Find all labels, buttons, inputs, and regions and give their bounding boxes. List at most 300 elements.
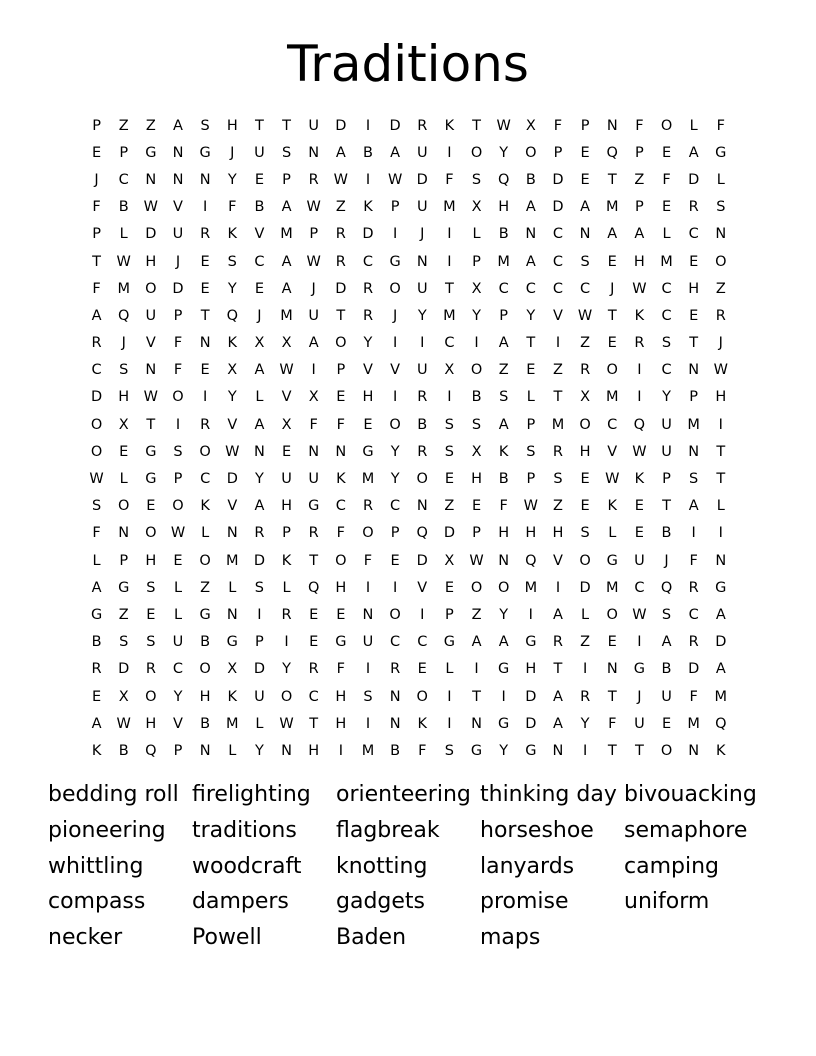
grid-letter: O bbox=[416, 688, 428, 705]
grid-letter: T bbox=[607, 307, 617, 324]
grid-letter: J bbox=[121, 335, 126, 352]
grid-letter: I bbox=[311, 362, 316, 379]
grid-letter: R bbox=[200, 416, 211, 433]
grid-letter: H bbox=[525, 661, 537, 678]
grid-letter: N bbox=[362, 606, 374, 623]
grid-letter: N bbox=[688, 443, 700, 460]
grid-letter: C bbox=[200, 471, 211, 488]
grid-letter: E bbox=[580, 498, 590, 515]
word-list bbox=[48, 777, 768, 956]
grid-letter: T bbox=[607, 742, 617, 759]
grid-letter: I bbox=[365, 715, 371, 732]
word-list-item: knotting bbox=[336, 853, 428, 879]
grid-letter: D bbox=[416, 171, 428, 188]
grid-letter: D bbox=[253, 552, 265, 569]
grid-letter: E bbox=[444, 579, 454, 596]
grid-letter: G bbox=[443, 634, 456, 651]
grid-letter: Z bbox=[118, 117, 129, 134]
grid-letter: H bbox=[335, 688, 347, 705]
grid-letter: U bbox=[281, 471, 292, 488]
grid-letter: F bbox=[689, 552, 698, 569]
grid-letter: P bbox=[445, 606, 454, 623]
grid-letter: I bbox=[447, 389, 452, 406]
grid-letter: D bbox=[226, 471, 238, 488]
grid-letter: S bbox=[173, 443, 183, 460]
grid-letter: H bbox=[308, 742, 320, 759]
grid-letter: A bbox=[525, 199, 536, 216]
grid-letter: S bbox=[119, 362, 129, 379]
grid-letter: W bbox=[632, 606, 647, 623]
grid-letter: B bbox=[498, 471, 509, 488]
grid-letter: O bbox=[90, 443, 103, 460]
grid-letter: T bbox=[689, 335, 699, 352]
grid-letter: O bbox=[579, 552, 591, 569]
grid-letter: Y bbox=[254, 742, 264, 759]
grid-letter: A bbox=[661, 634, 672, 651]
grid-letter: O bbox=[579, 416, 591, 433]
grid-letter: W bbox=[116, 715, 131, 732]
grid-letter: C bbox=[661, 280, 672, 297]
grid-letter: T bbox=[282, 117, 291, 134]
grid-letter: A bbox=[688, 498, 699, 515]
grid-letter: R bbox=[91, 335, 102, 352]
grid-letter: G bbox=[199, 144, 211, 161]
grid-letter: K bbox=[227, 335, 238, 352]
grid-letter: V bbox=[254, 226, 265, 243]
grid-letter: X bbox=[254, 335, 265, 352]
grid-letter: T bbox=[444, 280, 454, 297]
grid-letter: A bbox=[498, 416, 509, 433]
grid-letter: E bbox=[689, 307, 699, 324]
grid-letter: D bbox=[172, 280, 184, 297]
letter-grid bbox=[83, 112, 734, 765]
grid-letter: O bbox=[335, 552, 347, 569]
word-list-item: dampers bbox=[192, 889, 289, 915]
grid-letter: R bbox=[634, 335, 645, 352]
grid-letter: R bbox=[417, 443, 428, 460]
grid-letter: T bbox=[254, 117, 264, 134]
grid-row bbox=[83, 330, 734, 357]
grid-letter: L bbox=[282, 579, 291, 596]
grid-letter: S bbox=[227, 253, 237, 270]
grid-letter: W bbox=[89, 471, 104, 488]
grid-letter: E bbox=[281, 443, 292, 460]
grid-letter: A bbox=[254, 498, 265, 515]
grid-letter: M bbox=[605, 199, 619, 216]
grid-letter: O bbox=[199, 443, 211, 460]
grid-letter: M bbox=[361, 742, 375, 759]
grid-letter: P bbox=[119, 552, 129, 569]
grid-letter: I bbox=[338, 742, 343, 759]
grid-letter: N bbox=[226, 606, 238, 623]
grid-letter: V bbox=[417, 579, 428, 596]
grid-letter: U bbox=[308, 471, 319, 488]
grid-letter: O bbox=[606, 362, 618, 379]
grid-letter: N bbox=[688, 362, 700, 379]
grid-letter: E bbox=[661, 199, 672, 216]
grid-letter: Q bbox=[307, 579, 320, 596]
grid-letter: C bbox=[390, 498, 401, 515]
grid-letter: I bbox=[202, 199, 208, 216]
grid-letter: N bbox=[199, 742, 211, 759]
grid-letter: A bbox=[634, 226, 645, 243]
grid-letter: O bbox=[606, 606, 618, 623]
grid-letter: Q bbox=[525, 552, 537, 569]
grid-letter: O bbox=[145, 525, 157, 542]
grid-letter: E bbox=[363, 416, 373, 433]
grid-letter: O bbox=[416, 471, 428, 488]
grid-letter: N bbox=[145, 362, 157, 379]
grid-letter: K bbox=[634, 307, 645, 324]
grid-letter: U bbox=[254, 144, 265, 161]
grid-letter: R bbox=[308, 525, 319, 542]
word-list-item: traditions bbox=[192, 817, 297, 843]
grid-row bbox=[83, 384, 734, 411]
word-list-item: bedding roll bbox=[48, 782, 179, 807]
grid-letter: J bbox=[94, 171, 99, 188]
grid-letter: N bbox=[172, 171, 184, 188]
grid-letter: G bbox=[199, 606, 211, 623]
grid-letter: T bbox=[309, 715, 319, 732]
grid-letter: K bbox=[498, 443, 509, 460]
grid-letter: H bbox=[145, 253, 157, 270]
grid-letter: I bbox=[175, 416, 181, 433]
grid-letter: X bbox=[227, 661, 238, 678]
grid-letter: M bbox=[551, 416, 565, 433]
grid-letter: O bbox=[470, 144, 483, 161]
word-list-item: maps bbox=[480, 925, 541, 951]
grid-letter: W bbox=[143, 389, 159, 406]
grid-letter: O bbox=[389, 416, 401, 433]
grid-letter: I bbox=[257, 606, 262, 623]
grid-row bbox=[83, 601, 734, 628]
grid-letter: P bbox=[472, 525, 481, 542]
grid-letter: E bbox=[146, 606, 156, 623]
grid-letter: A bbox=[91, 715, 102, 732]
grid-letter: W bbox=[496, 117, 511, 134]
grid-letter: I bbox=[718, 416, 723, 433]
grid-letter: W bbox=[333, 171, 348, 188]
grid-letter: O bbox=[362, 525, 374, 542]
grid-letter: Z bbox=[634, 171, 645, 188]
grid-letter: A bbox=[553, 715, 563, 732]
grid-letter: P bbox=[662, 471, 671, 488]
grid-letter: R bbox=[552, 443, 563, 460]
grid-letter: M bbox=[687, 715, 700, 732]
grid-letter: N bbox=[552, 742, 564, 759]
grid-letter: B bbox=[525, 171, 536, 188]
grid-letter: T bbox=[526, 335, 536, 352]
word-list-item: semaphore bbox=[624, 817, 748, 843]
grid-letter: V bbox=[173, 715, 183, 732]
grid-letter: C bbox=[552, 226, 564, 243]
grid-letter: D bbox=[688, 661, 700, 678]
grid-letter: F bbox=[336, 525, 345, 542]
grid-letter: A bbox=[335, 144, 346, 161]
grid-letter: U bbox=[416, 280, 428, 297]
grid-letter: Q bbox=[606, 144, 618, 161]
grid-letter: W bbox=[469, 552, 484, 569]
grid-letter: M bbox=[280, 226, 293, 243]
grid-letter: P bbox=[309, 226, 319, 243]
grid-letter: S bbox=[444, 742, 454, 759]
grid-letter: G bbox=[389, 253, 401, 270]
grid-letter: R bbox=[308, 661, 319, 678]
grid-letter: F bbox=[309, 416, 318, 433]
grid-letter: M bbox=[605, 389, 619, 406]
grid-letter: H bbox=[498, 199, 510, 216]
grid-letter: S bbox=[553, 471, 563, 488]
grid-letter: W bbox=[116, 253, 131, 270]
grid-letter: N bbox=[226, 525, 238, 542]
grid-letter: E bbox=[200, 253, 210, 270]
grid-letter: C bbox=[417, 634, 428, 651]
grid-letter: T bbox=[716, 443, 726, 460]
grid-letter: L bbox=[228, 742, 237, 759]
grid-letter: X bbox=[444, 362, 455, 379]
grid-letter: X bbox=[444, 552, 455, 569]
grid-letter: I bbox=[691, 525, 696, 542]
grid-letter: T bbox=[553, 389, 563, 406]
grid-letter: F bbox=[553, 117, 563, 134]
grid-letter: Z bbox=[580, 634, 591, 651]
grid-letter: D bbox=[362, 226, 374, 243]
grid-letter: I bbox=[392, 389, 398, 406]
grid-letter: N bbox=[579, 226, 591, 243]
grid-letter: D bbox=[335, 117, 347, 134]
grid-letter: V bbox=[281, 389, 292, 406]
grid-row bbox=[83, 493, 734, 520]
grid-letter: C bbox=[688, 226, 699, 243]
grid-row bbox=[83, 737, 734, 764]
grid-letter: G bbox=[498, 715, 510, 732]
grid-letter: G bbox=[308, 498, 320, 515]
grid-letter: E bbox=[200, 362, 210, 379]
grid-letter: M bbox=[605, 579, 619, 596]
word-list-item: firelighting bbox=[192, 782, 311, 807]
grid-letter: X bbox=[227, 362, 238, 379]
grid-letter: Y bbox=[390, 471, 400, 488]
grid-letter: D bbox=[90, 389, 103, 406]
grid-letter: K bbox=[281, 552, 292, 569]
grid-letter: C bbox=[525, 280, 536, 297]
grid-letter: F bbox=[228, 199, 237, 216]
grid-letter: G bbox=[525, 742, 537, 759]
grid-letter: R bbox=[362, 307, 374, 324]
grid-letter: L bbox=[716, 171, 725, 188]
grid-letter: N bbox=[498, 552, 510, 569]
grid-letter: H bbox=[226, 117, 238, 134]
grid-letter: R bbox=[145, 661, 156, 678]
grid-letter: L bbox=[255, 715, 264, 732]
grid-letter: B bbox=[417, 416, 428, 433]
grid-letter: L bbox=[662, 226, 671, 243]
grid-letter: S bbox=[580, 525, 590, 542]
grid-letter: S bbox=[146, 634, 156, 651]
grid-letter: I bbox=[365, 117, 371, 134]
grid-letter: H bbox=[715, 389, 727, 406]
grid-letter: Q bbox=[660, 579, 673, 596]
grid-letter: U bbox=[362, 634, 374, 651]
grid-letter: A bbox=[91, 307, 102, 324]
grid-letter: K bbox=[444, 117, 455, 134]
grid-letter: N bbox=[525, 226, 537, 243]
grid-letter: I bbox=[447, 688, 452, 705]
grid-letter: F bbox=[92, 199, 101, 216]
grid-letter: I bbox=[447, 144, 452, 161]
grid-letter: F bbox=[445, 171, 454, 188]
grid-letter: K bbox=[417, 715, 428, 732]
grid-letter: Q bbox=[715, 715, 727, 732]
grid-letter: R bbox=[362, 498, 374, 515]
grid-letter: K bbox=[200, 498, 210, 515]
word-list-item: bivouacking bbox=[624, 782, 757, 807]
grid-letter: L bbox=[716, 498, 725, 515]
grid-letter: O bbox=[335, 335, 347, 352]
grid-letter: F bbox=[173, 335, 183, 352]
grid-letter: G bbox=[715, 144, 727, 161]
grid-letter: W bbox=[577, 307, 593, 324]
grid-letter: Z bbox=[335, 199, 346, 216]
grid-row bbox=[83, 275, 734, 302]
grid-letter: N bbox=[199, 335, 211, 352]
grid-letter: A bbox=[607, 226, 618, 243]
grid-letter: C bbox=[661, 362, 672, 379]
grid-letter: E bbox=[200, 280, 210, 297]
grid-letter: Y bbox=[662, 389, 671, 406]
grid-letter: F bbox=[662, 171, 671, 188]
grid-letter: W bbox=[306, 199, 321, 216]
grid-letter: P bbox=[499, 307, 509, 324]
grid-letter: N bbox=[308, 443, 320, 460]
grid-letter: J bbox=[257, 307, 262, 324]
grid-letter: T bbox=[607, 688, 617, 705]
grid-letter: X bbox=[471, 280, 482, 297]
grid-letter: Q bbox=[145, 742, 157, 759]
grid-letter: T bbox=[336, 307, 346, 324]
grid-letter: P bbox=[336, 362, 346, 379]
grid-letter: Y bbox=[227, 280, 237, 297]
grid-letter: L bbox=[689, 117, 698, 134]
grid-letter: N bbox=[335, 443, 347, 460]
grid-letter: O bbox=[172, 498, 184, 515]
grid-letter: U bbox=[634, 715, 645, 732]
grid-letter: S bbox=[254, 579, 265, 596]
grid-letter: S bbox=[91, 498, 102, 515]
grid-letter: I bbox=[447, 715, 452, 732]
grid-letter: M bbox=[497, 253, 510, 270]
grid-letter: R bbox=[390, 661, 401, 678]
grid-letter: N bbox=[118, 525, 130, 542]
grid-letter: S bbox=[119, 634, 129, 651]
grid-letter: V bbox=[173, 199, 183, 216]
word-list-item: whittling bbox=[48, 853, 144, 879]
grid-letter: N bbox=[199, 171, 211, 188]
grid-letter: J bbox=[311, 280, 316, 297]
grid-letter: K bbox=[91, 742, 102, 759]
grid-letter: A bbox=[525, 253, 536, 270]
grid-letter: Y bbox=[580, 715, 590, 732]
grid-letter: B bbox=[118, 199, 129, 216]
grid-letter: P bbox=[689, 389, 699, 406]
grid-letter: Q bbox=[118, 307, 130, 324]
grid-letter: I bbox=[474, 661, 479, 678]
grid-letter: U bbox=[416, 362, 428, 379]
grid-letter: N bbox=[606, 661, 618, 678]
grid-letter: N bbox=[172, 144, 184, 161]
grid-letter: I bbox=[528, 606, 533, 623]
grid-letter: B bbox=[254, 199, 265, 216]
grid-letter: X bbox=[580, 389, 591, 406]
grid-letter: L bbox=[255, 389, 264, 406]
grid-letter: A bbox=[281, 280, 292, 297]
grid-letter: O bbox=[118, 498, 130, 515]
grid-letter: J bbox=[718, 335, 723, 352]
grid-letter: W bbox=[170, 525, 186, 542]
grid-letter: M bbox=[226, 552, 239, 569]
grid-letter: E bbox=[580, 144, 590, 161]
grid-letter: G bbox=[90, 606, 103, 623]
grid-letter: G bbox=[362, 443, 374, 460]
grid-letter: R bbox=[417, 389, 428, 406]
grid-letter: L bbox=[445, 661, 454, 678]
grid-letter: E bbox=[91, 144, 102, 161]
grid-letter: A bbox=[580, 199, 591, 216]
grid-letter: U bbox=[308, 307, 319, 324]
grid-letter: T bbox=[472, 117, 481, 134]
grid-letter: H bbox=[633, 253, 645, 270]
grid-letter: H bbox=[335, 579, 347, 596]
grid-letter: S bbox=[499, 389, 509, 406]
grid-letter: I bbox=[392, 226, 398, 243]
grid-letter: I bbox=[420, 606, 425, 623]
grid-letter: O bbox=[525, 144, 537, 161]
grid-letter: A bbox=[254, 416, 265, 433]
grid-letter: L bbox=[119, 471, 128, 488]
grid-letter: N bbox=[416, 253, 428, 270]
grid-letter: O bbox=[172, 389, 184, 406]
grid-letter: H bbox=[471, 471, 482, 488]
grid-letter: O bbox=[715, 253, 727, 270]
grid-letter: D bbox=[335, 280, 347, 297]
grid-letter: I bbox=[420, 335, 425, 352]
grid-letter: Y bbox=[499, 144, 509, 161]
grid-row bbox=[83, 683, 734, 710]
grid-letter: U bbox=[416, 144, 428, 161]
word-list-item: Baden bbox=[336, 925, 407, 951]
grid-letter: O bbox=[199, 661, 211, 678]
grid-letter: I bbox=[365, 661, 371, 678]
grid-row bbox=[83, 629, 734, 656]
grid-letter: O bbox=[497, 579, 510, 596]
grid-row bbox=[83, 194, 734, 221]
grid-letter: F bbox=[92, 525, 101, 542]
grid-row bbox=[83, 465, 734, 492]
grid-letter: C bbox=[362, 253, 374, 270]
grid-letter: G bbox=[633, 661, 645, 678]
grid-letter: O bbox=[145, 280, 157, 297]
grid-letter: D bbox=[715, 634, 727, 651]
grid-letter: X bbox=[525, 117, 536, 134]
grid-letter: W bbox=[523, 498, 538, 515]
grid-letter: K bbox=[363, 199, 373, 216]
word-list-item: Powell bbox=[192, 925, 262, 951]
grid-letter: P bbox=[255, 634, 264, 651]
grid-letter: K bbox=[336, 471, 346, 488]
grid-letter: T bbox=[146, 416, 156, 433]
word-list-item: woodcraft bbox=[192, 853, 302, 879]
grid-letter: P bbox=[635, 144, 644, 161]
